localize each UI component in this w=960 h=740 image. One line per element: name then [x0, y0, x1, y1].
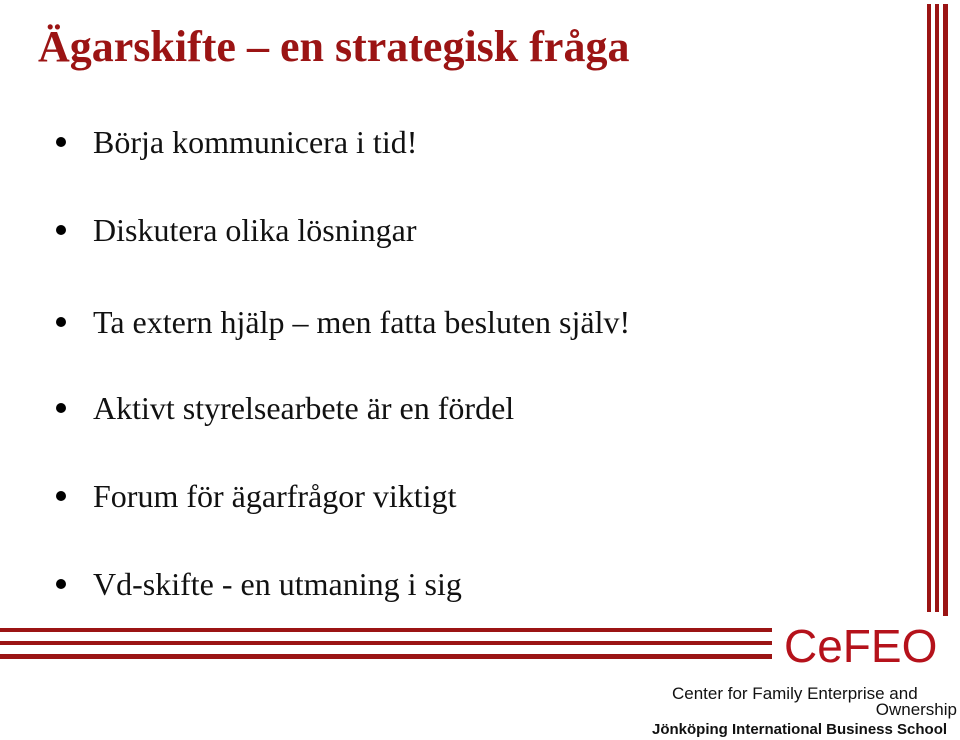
horizontal-divider	[0, 654, 772, 659]
center-name-line2: Ownership	[875, 700, 957, 719]
bullet-dot-icon	[56, 403, 66, 413]
bullet-dot-icon	[56, 317, 66, 327]
bullet-dot-icon	[56, 137, 66, 147]
bullet-dot-icon	[56, 579, 66, 589]
bullet-text: Ta extern hjälp – men fatta besluten själv!	[93, 304, 631, 340]
bullet-text: Aktivt styrelsearbete är en fördel	[93, 390, 515, 426]
bullet-text: Börja kommunicera i tid!	[93, 124, 418, 160]
bullet-dot-icon	[56, 225, 66, 235]
horizontal-divider	[0, 628, 772, 632]
bullet-text: Diskutera olika lösningar	[93, 212, 417, 248]
bullet-dot-icon	[56, 491, 66, 501]
bullet-text: Vd-skifte - en utmaning i sig	[93, 566, 462, 602]
vertical-divider	[935, 4, 939, 612]
vertical-divider	[943, 4, 948, 616]
cefeo-logo: CeFEO	[784, 620, 938, 672]
horizontal-divider	[0, 641, 772, 645]
slide-title: Ägarskifte – en strategisk fråga	[38, 22, 630, 71]
center-name-line1: Center for Family Enterprise and	[672, 684, 918, 703]
vertical-divider	[927, 4, 931, 612]
bullet-text: Forum för ägarfrågor viktigt	[93, 478, 457, 514]
center-name	[672, 686, 957, 718]
school-name: Jönköping International Business School	[652, 721, 948, 738]
